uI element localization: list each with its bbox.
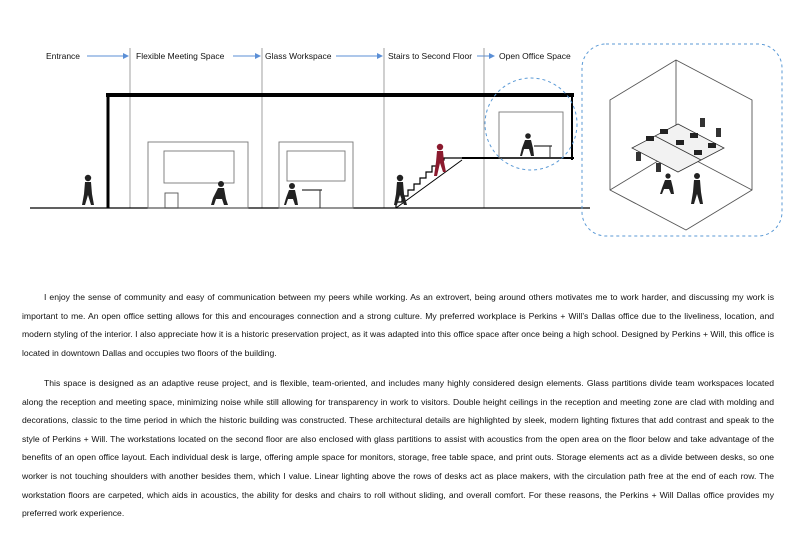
standing-worker [691,173,703,204]
label-meeting: Flexible Meeting Space [136,51,225,61]
open-office-detail [582,44,782,236]
essay-paragraph-2 [22,374,774,523]
label-open: Open Office Space [499,51,571,61]
entrance-person [82,175,94,205]
meeting-room [148,142,248,208]
zone-dividers [130,48,484,208]
seated-person [211,181,228,205]
seated-worker [660,173,674,194]
label-glass: Glass Workspace [265,51,332,61]
section-diagram [0,0,794,270]
label-stairs: Stairs to Second Floor [388,51,473,61]
essay-paragraph-1 [22,288,774,362]
seated-worker [284,183,298,205]
seated-worker [520,133,534,156]
paragraph-text: I enjoy the sense of community and easy of communication between my peers while working. As an extrovert, being around others motivates me to work harder, and discussing my work is important to me. An open office setting allows for this and encourages connection and a strong culture. My preferred workplace is Perkins + Will’s Dallas office due to the liveliness, location, and modern styling of the interior. I also appreciate how it is a historic preservation project, as it was adapted into this office space after once being a high school. Designed by Perkins + Will, this office is located in downtown Dallas and occupies two floors of the building. [22,292,774,358]
second-floor-room [499,112,563,158]
zone-labels [46,51,571,61]
paragraph-text: This space is designed as an adaptive reuse project, and is flexible, team-oriented, and includes many highly considered design elements. Glass partitions divide team workspaces located along the reception and meeting space, minimizing noise while still allowing for transparency in work to visitors. Double height ceilings in the reception and meeting zone are clad with molding and decorations, classic to the time period in which the historic building was constructed. These architectural details are highlighted by sleek, modern lighting fixtures that add contrast and speak to the style of Perkins + Will. The workstations located on the second floor are also enclosed with glass partitions to assist with acoustics from the open area on the floor below and take advantage of the benefits of an open office layout. Each individual desk is large, offering ample space for monitors, storage, free table space, and print outs. Storage elements act as a divide between desks, so one worker is not touching shoulders with another besides them, which I value. Linear lighting above the rows of desks act as place makers, with the circulation path free at the end of each row. The workstation floors are carpeted, which aids in acoustics, the ability for desks and chairs to roll without sliding, and overall comfort. For these reasons, the Perkins + Will Dallas office provides my preferred work experience. [22,378,774,519]
desk-cluster [632,118,724,172]
stair-approach-person [394,175,407,205]
label-entrance: Entrance [46,51,81,61]
glass-workspace-room [279,142,353,208]
